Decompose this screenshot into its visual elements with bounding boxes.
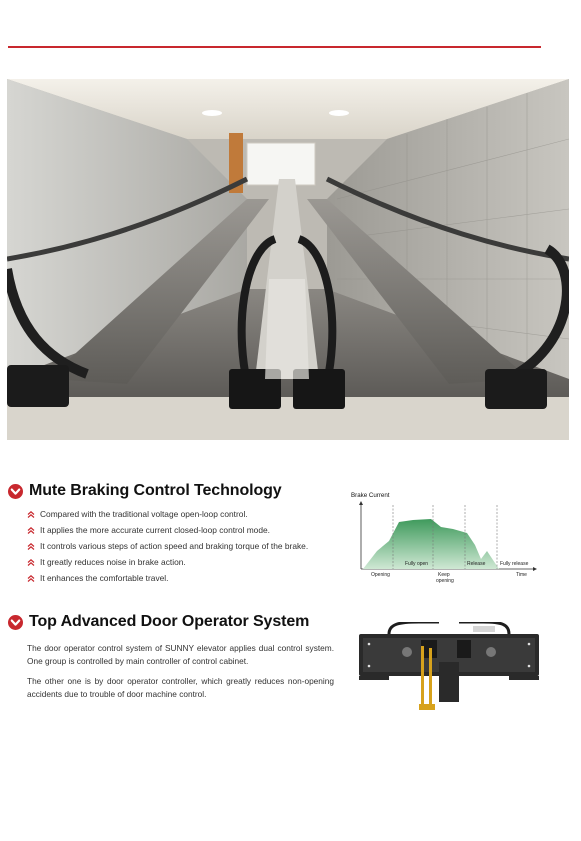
double-chevron-up-icon xyxy=(27,559,35,566)
door-operator-photo xyxy=(359,622,539,712)
phase-label-fully-release: Fully release xyxy=(500,561,529,567)
phase-label-release: Release xyxy=(467,561,486,567)
chevron-down-badge-icon xyxy=(8,484,23,499)
list-item xyxy=(27,522,308,538)
chevron-down-badge-icon xyxy=(8,615,23,630)
phase-label-keep-opening-line2: opening xyxy=(436,578,454,584)
double-chevron-up-icon xyxy=(27,527,35,534)
axis-label-y: Brake Current xyxy=(351,492,390,499)
double-chevron-up-icon xyxy=(27,511,35,518)
phase-label-keep-opening: Keep xyxy=(438,572,450,578)
double-chevron-up-icon xyxy=(27,575,35,582)
list-item xyxy=(27,506,308,522)
phase-label-fully-open: Fully open xyxy=(405,561,429,567)
double-chevron-up-icon xyxy=(27,543,35,550)
axis-label-x: Time xyxy=(516,572,527,578)
list-item-text: It controls various steps of action speed and braking torque of the brake. xyxy=(40,541,309,551)
list-item xyxy=(27,570,308,586)
list-item xyxy=(27,538,308,554)
header-rule xyxy=(8,46,541,48)
section-heading: Mute Braking Control Technology xyxy=(29,482,282,499)
escalator-photo xyxy=(7,79,569,440)
section-door-operator-title xyxy=(8,613,309,631)
phase-label-opening: Opening xyxy=(371,572,390,578)
feature-list xyxy=(27,506,308,586)
list-item-text: Compared with the traditional voltage open-loop control. xyxy=(40,509,248,519)
section-heading: Top Advanced Door Operator System xyxy=(29,613,310,630)
paragraph: The door operator control system of SUNNY elevator applies dual control system. One group is controlled by main controller of control cabinet. xyxy=(27,643,334,666)
paragraph: The other one is by door operator controller, which greatly reduces non-opening accidents due to trouble of door machine control. xyxy=(27,676,334,699)
list-item-text: It applies the more accurate current closed-loop control mode. xyxy=(40,525,270,535)
list-item xyxy=(27,554,308,570)
list-item-text: It enhances the comfortable travel. xyxy=(40,573,169,583)
brake-current-diagram xyxy=(349,489,539,589)
section-mute-braking-title xyxy=(8,482,282,500)
list-item-text: It greatly reduces noise in brake action. xyxy=(40,557,186,567)
